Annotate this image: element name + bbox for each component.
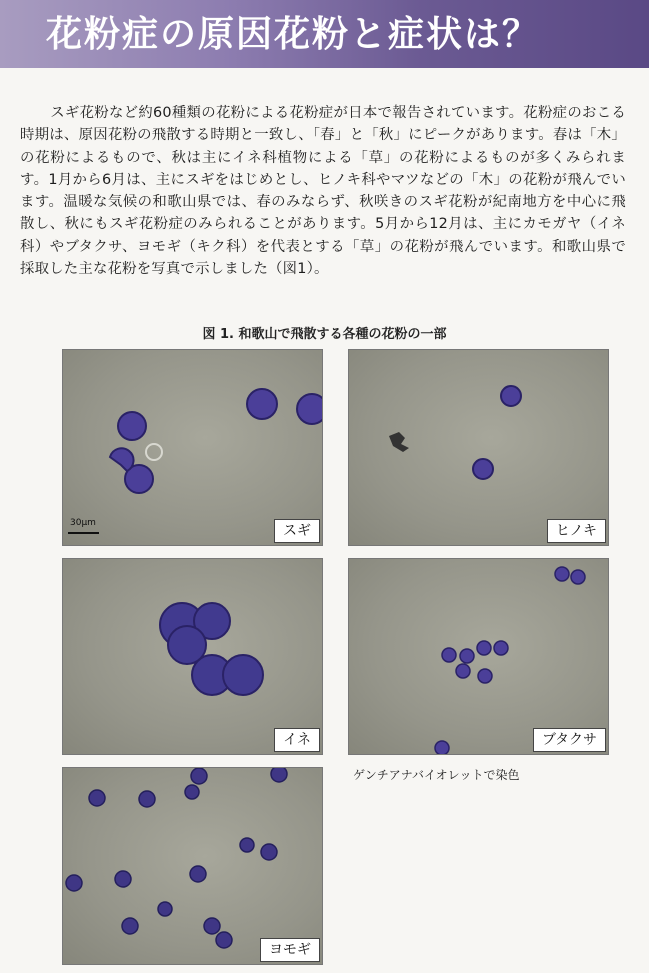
photo-yomogi [62,767,323,965]
pollen-grain [571,570,585,584]
photo-butakusa [348,558,609,755]
pollen-grain [139,791,155,807]
debris [389,432,409,452]
pollen-grain [223,655,263,695]
pollen-grain [460,649,474,663]
pollen-grain [494,641,508,655]
pollen-grain [271,768,287,782]
photo-ine [62,558,323,755]
pollen-grain [66,875,82,891]
pollen-grain [442,648,456,662]
figure-caption: 図 1. 和歌山で飛散する各種の花粉の一部 [202,327,447,342]
photo-butakusa-micrograph [349,559,608,754]
photo-label-yomogi: ヨモギ [260,938,320,962]
pollen-grain [473,459,493,479]
photo-label-hinoki: ヒノキ [547,519,606,543]
scale-label: 30μm [70,518,96,528]
photo-hinoki [348,349,609,546]
pollen-grain [456,664,470,678]
pollen-grain [477,641,491,655]
intro-paragraph: スギ花粉など約60種類の花粉による花粉症が日本で報告されています。花粉症のおこる時期は、原因花粉の飛散する時期と一致し、「春」と「秋」にピークがあります。春は「木」の花粉によるもので、秋は主にイネ科植物による「草」の花粉によるものが多くみられます。1月から6月は、主にスギをはじめとし、ヒノキ科やマツなどの「木」の花粉が飛んでいます。温暖な気候の和歌山県では、春のみならず、秋咲きのスギ花粉が紀南地方を中心に飛散し、秋にもスギ花粉症のみられることがあります。5月から12月は、主にカモガヤ（イネ科）やブタクサ、ヨモギ（キク科）を代表とする「草」の花粉が飛んでいます。和歌山県で採取した主な花粉を写真で示しました（図1）。 [20,105,626,278]
pollen-grain [89,790,105,806]
pollen-grain [297,394,322,424]
pollen-grain [240,838,254,852]
pollen-grain [247,389,277,419]
pollen-grain [190,866,206,882]
photo-hinoki-micrograph [349,350,608,545]
pollen-grain [204,918,220,934]
pollen-grain [191,768,207,784]
photo-label-ine: イネ [274,728,320,752]
photo-sugi [62,349,323,546]
page-title: 花粉症の原因花粉と症状は？ [46,13,541,55]
pollen-grains [110,389,322,493]
photo-label-sugi: スギ [274,519,320,543]
photo-ine-micrograph [63,559,322,754]
pollen-grain [115,871,131,887]
photo-sugi-micrograph [63,350,322,545]
pollen-grain [118,412,146,440]
pollen-grain [261,844,277,860]
pollen-grain [122,918,138,934]
pollen-grain [501,386,521,406]
photo-yomogi-micrograph [63,768,322,964]
pollen-grain [435,741,449,754]
empty-grain [146,444,162,460]
photo-label-butakusa: ブタクサ [533,728,606,752]
pollen-grain [185,785,199,799]
title-banner [0,0,649,68]
pollen-grain [555,567,569,581]
stain-note: ゲンチアナバイオレットで染色 [353,768,520,782]
pollen-grain [158,902,172,916]
pollen-grain [216,932,232,948]
pollen-grain [478,669,492,683]
pollen-grain [110,448,134,471]
